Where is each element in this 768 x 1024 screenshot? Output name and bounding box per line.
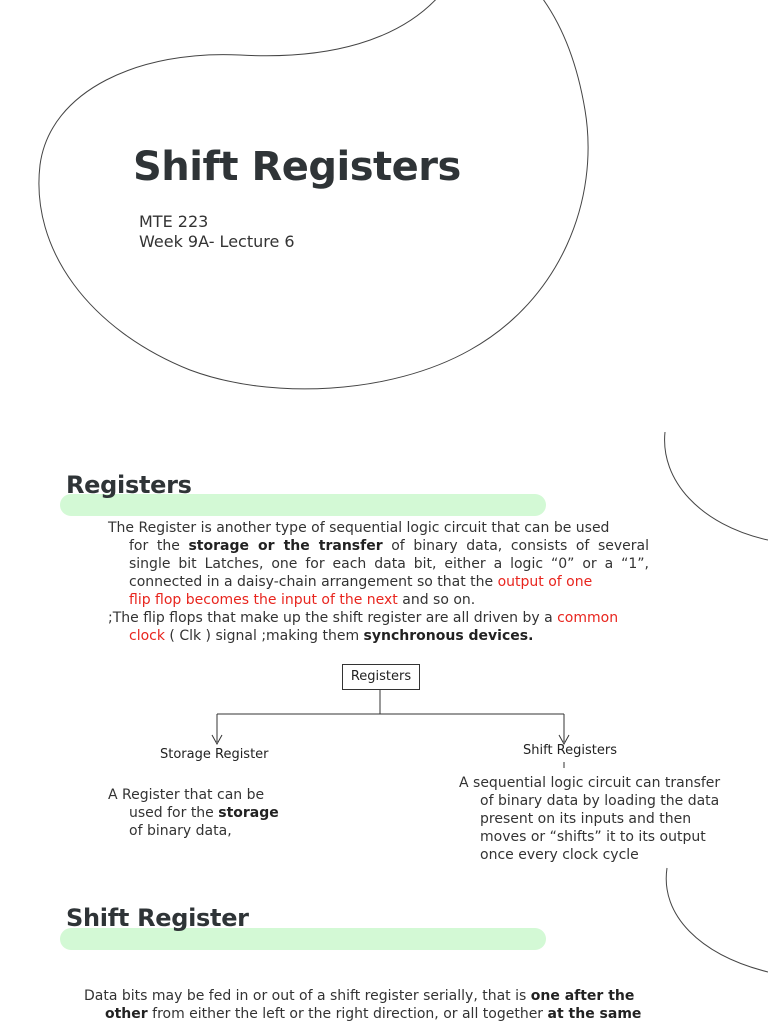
para-line: for the storage or the transfer of binary data, consists of several (129, 538, 649, 554)
para-line: ;The flip flops that make up the shift register are all driven by a common (108, 610, 619, 626)
registers-paragraph (108, 519, 649, 645)
shift-register-paragraph: Data bits may be fed in or out of a shift register serially, that is one after the other from either the left or the right direction, or all together at the same (84, 988, 642, 1022)
course-code: MTE 223 (139, 212, 209, 231)
lecture-info: Week 9A- Lecture 6 (139, 232, 295, 251)
subtitle (139, 212, 295, 252)
para-line: connected in a daisy-chain arrangement so that the output of one (129, 574, 593, 590)
para-line: The Register is another type of sequential logic circuit that can be used (108, 520, 610, 536)
side-curve-top (665, 432, 768, 540)
shift-registers-node: Shift Registers (523, 743, 617, 758)
title-blob-outline (39, 0, 588, 389)
diagram-root-node: Registers (342, 664, 420, 690)
registers-heading: Registers (66, 471, 192, 499)
para-line: clock ( Clk ) signal ;making them synchronous devices. (129, 628, 534, 644)
storage-register-node: Storage Register (160, 747, 269, 762)
side-curve-bottom (666, 868, 768, 972)
shift-register-heading: Shift Register (66, 904, 249, 932)
para-line: flip flop becomes the input of the next and so on. (129, 592, 476, 608)
shift-registers-description: A sequential logic circuit can transfer of binary data by loading the data present on its inputs and then moves or “shifts” it to its output once every clock cycle (459, 775, 721, 863)
page-title: Shift Registers (133, 144, 461, 190)
para-line: single bit Latches, one for each data bit, either a logic “0” or a “1”, (129, 556, 649, 572)
storage-register-description: A Register that can be used for the storage of binary data, (108, 787, 279, 839)
